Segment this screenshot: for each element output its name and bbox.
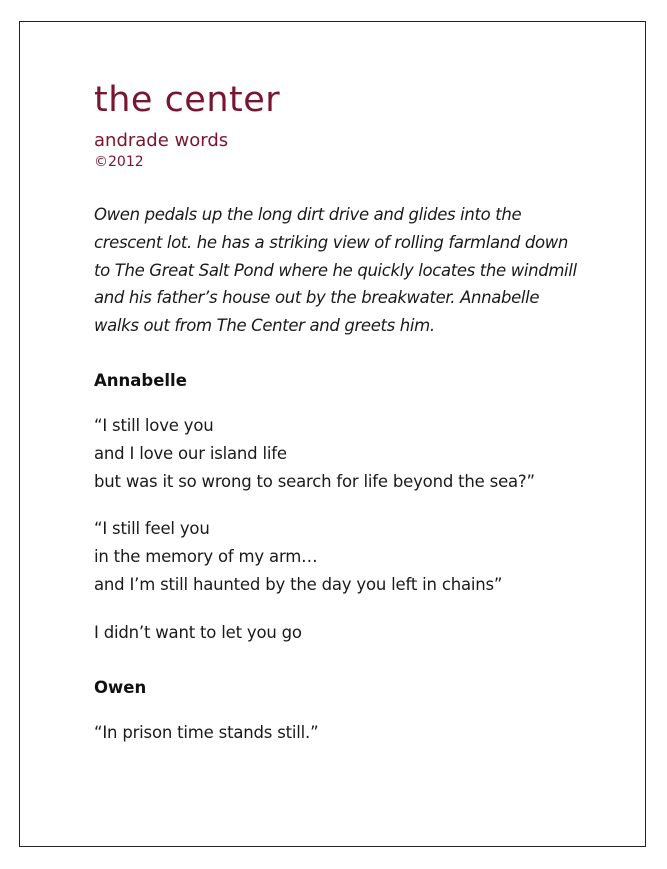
stanza [94,719,584,747]
stanza [94,515,584,598]
verse-line: “I still feel you [94,519,210,539]
page-title: the center [94,80,281,120]
verse-line: “I still love you [94,415,214,435]
verse-line: “In prison time stands still.” [94,722,319,742]
author-byline: andrade words [94,130,229,151]
speaker-heading-owen: Owen [94,677,147,697]
verse-line: I didn’t want to let you go [94,622,302,642]
verse-line: but was it so wrong to search for life beyond the sea?” [94,471,535,491]
intro-paragraph: Owen pedals up the long dirt drive and glides into the crescent lot. he has a striking view of rolling farmland down to The Great Salt Pond where he quickly locates the windmill and his father’s house out by the breakwater. Annabelle walks out from The Center and greets him. [94,205,577,336]
copyright-notice: ©2012 [94,154,144,170]
document-content [94,80,584,746]
document-page [19,21,646,847]
speaker-heading-annabelle: Annabelle [94,370,187,390]
stanza [94,619,584,647]
verse-line: and I’m still haunted by the day you left in chains” [94,574,503,594]
stanza [94,412,584,495]
verse-line: and I love our island life [94,443,287,463]
verse-line: in the memory of my arm… [94,547,318,567]
